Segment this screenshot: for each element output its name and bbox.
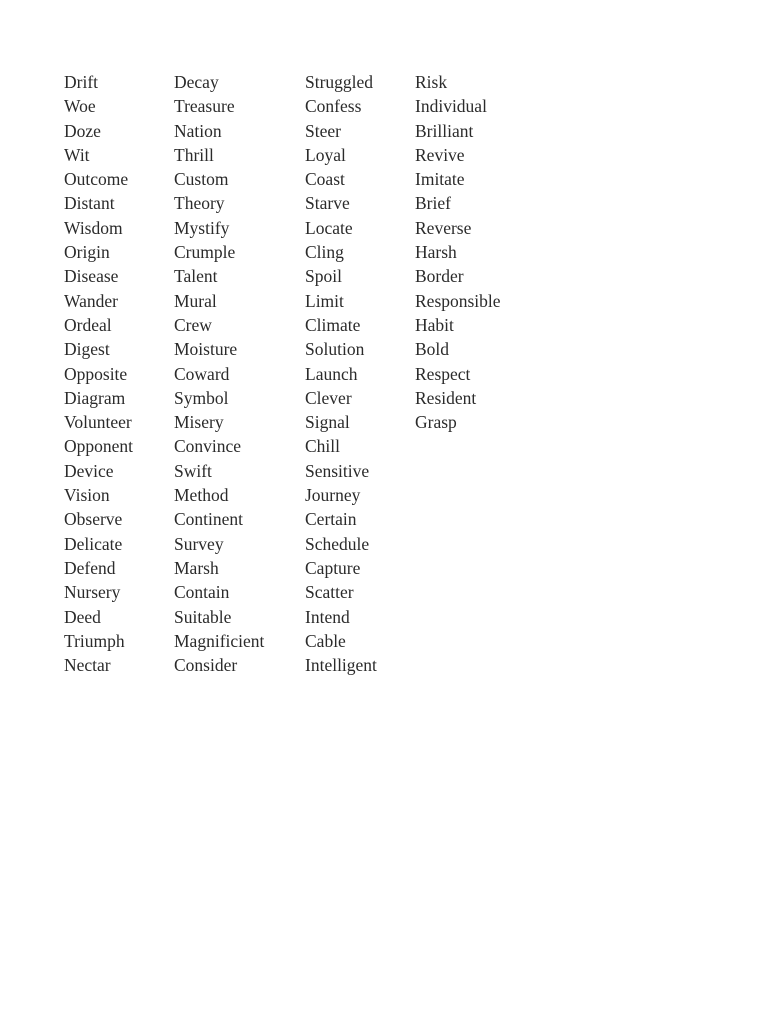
word-item: Scatter bbox=[305, 582, 354, 603]
word-item: Survey bbox=[174, 533, 224, 554]
word-item: Method bbox=[174, 485, 229, 506]
word-item: Signal bbox=[305, 412, 350, 433]
word-item: Nursery bbox=[64, 582, 121, 603]
word-item: Mystify bbox=[174, 217, 230, 238]
word-item: Reverse bbox=[415, 217, 472, 238]
word-item: Woe bbox=[64, 96, 96, 117]
word-item: Magnificient bbox=[174, 630, 265, 651]
word-item: Thrill bbox=[174, 144, 214, 165]
word-item: Wisdom bbox=[64, 217, 123, 238]
word-item: Marsh bbox=[174, 557, 219, 578]
word-item: Solution bbox=[305, 339, 365, 360]
word-item: Individual bbox=[415, 96, 487, 117]
word-column-1 bbox=[64, 70, 133, 677]
word-item: Struggled bbox=[305, 72, 374, 92]
word-column-4 bbox=[415, 70, 501, 434]
word-item: Confess bbox=[305, 96, 362, 117]
word-item: Decay bbox=[174, 72, 219, 92]
word-item: Wit bbox=[64, 144, 90, 165]
word-item: Steer bbox=[305, 120, 341, 141]
word-item: Respect bbox=[415, 363, 471, 384]
word-item: Opponent bbox=[64, 436, 134, 457]
word-item: Imitate bbox=[415, 169, 465, 190]
word-item: Outcome bbox=[64, 169, 129, 190]
word-item: Defend bbox=[64, 557, 116, 578]
word-item: Volunteer bbox=[64, 412, 132, 433]
word-item: Convince bbox=[174, 436, 242, 457]
word-item: Spoil bbox=[305, 266, 342, 287]
word-item: Brilliant bbox=[415, 120, 474, 141]
word-item: Launch bbox=[305, 363, 358, 384]
word-item: Doze bbox=[64, 120, 101, 141]
word-item: Capture bbox=[305, 557, 361, 578]
word-item: Deed bbox=[64, 606, 101, 627]
word-item: Risk bbox=[415, 72, 448, 92]
word-item: Talent bbox=[174, 266, 218, 287]
word-item: Digest bbox=[64, 339, 110, 360]
word-item: Crumple bbox=[174, 242, 236, 263]
word-item: Loyal bbox=[305, 144, 346, 165]
word-item: Responsible bbox=[415, 290, 501, 311]
word-item: Bold bbox=[415, 339, 450, 360]
word-item: Harsh bbox=[415, 242, 457, 263]
word-item: Certain bbox=[305, 509, 357, 530]
word-item: Device bbox=[64, 460, 114, 481]
word-item: Nectar bbox=[64, 655, 111, 676]
word-item: Observe bbox=[64, 509, 123, 530]
word-item: Opposite bbox=[64, 363, 128, 384]
word-item: Treasure bbox=[174, 96, 235, 117]
word-item: Border bbox=[415, 266, 464, 287]
word-item: Drift bbox=[64, 72, 99, 92]
word-item: Clever bbox=[305, 387, 352, 408]
word-item: Consider bbox=[174, 655, 238, 676]
word-item: Limit bbox=[305, 290, 344, 311]
word-item: Continent bbox=[174, 509, 244, 530]
word-item: Cable bbox=[305, 630, 346, 651]
word-item: Coast bbox=[305, 169, 345, 190]
word-item: Journey bbox=[305, 485, 361, 506]
word-item: Vision bbox=[64, 485, 110, 506]
word-item: Swift bbox=[174, 460, 212, 481]
word-item: Theory bbox=[174, 193, 225, 214]
word-item: Ordeal bbox=[64, 314, 112, 335]
word-column-3 bbox=[305, 70, 377, 677]
word-item: Distant bbox=[64, 193, 115, 214]
word-item: Diagram bbox=[64, 387, 126, 408]
word-item: Brief bbox=[415, 193, 451, 214]
word-item: Locate bbox=[305, 217, 353, 238]
word-item: Triumph bbox=[64, 630, 125, 651]
word-item: Delicate bbox=[64, 533, 123, 554]
word-item: Intend bbox=[305, 606, 350, 627]
word-item: Mural bbox=[174, 290, 217, 311]
word-item: Wander bbox=[64, 290, 118, 311]
word-item: Cling bbox=[305, 242, 344, 263]
word-item: Starve bbox=[305, 193, 350, 214]
word-item: Misery bbox=[174, 412, 224, 433]
word-item: Suitable bbox=[174, 606, 232, 627]
word-column-2 bbox=[174, 70, 264, 677]
word-item: Climate bbox=[305, 314, 361, 335]
word-item: Disease bbox=[64, 266, 119, 287]
word-item: Crew bbox=[174, 314, 212, 335]
word-item: Origin bbox=[64, 242, 110, 263]
word-item: Intelligent bbox=[305, 655, 377, 676]
word-item: Revive bbox=[415, 144, 465, 165]
word-item: Contain bbox=[174, 582, 230, 603]
word-item: Sensitive bbox=[305, 460, 370, 481]
word-item: Schedule bbox=[305, 533, 370, 554]
word-item: Nation bbox=[174, 120, 222, 141]
word-item: Custom bbox=[174, 169, 229, 190]
word-item: Chill bbox=[305, 436, 341, 457]
word-item: Grasp bbox=[415, 412, 457, 433]
word-item: Symbol bbox=[174, 387, 229, 408]
word-item: Habit bbox=[415, 314, 454, 335]
word-item: Resident bbox=[415, 387, 477, 408]
word-item: Coward bbox=[174, 363, 230, 384]
word-item: Moisture bbox=[174, 339, 238, 360]
